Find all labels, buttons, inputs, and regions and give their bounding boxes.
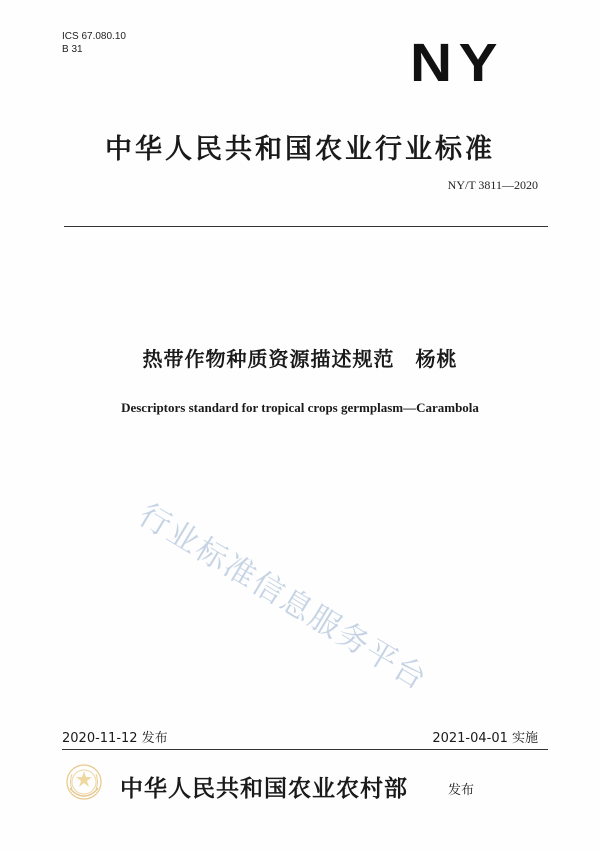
standard-title: 中华人民共和国农业行业标准 [105,134,495,165]
publish-label: 发布 [448,783,475,798]
document-title-chinese: 热带作物种质资源描述规范 杨桃 [142,347,458,371]
ics-code: ICS 67.080.10 [62,31,126,42]
top-divider [64,226,548,227]
classification-codes [62,30,126,56]
watermark-text: 行业标准信息服务平台 [132,496,434,698]
publisher-name: 中华人民共和国农业农村部 [120,776,408,802]
document-title-english: Descriptors standard for tropical crops germplasm—Carambola [121,400,479,415]
ministry-emblem-icon [62,762,106,802]
standard-code: NY/T 3811—2020 [447,178,538,192]
ccs-code: B 31 [62,44,83,55]
issue-date: 2020-11-12 发布 [62,731,168,746]
category-mark: NY [410,33,504,93]
bottom-divider [62,749,548,750]
implementation-date: 2021-04-01 实施 [432,731,538,746]
